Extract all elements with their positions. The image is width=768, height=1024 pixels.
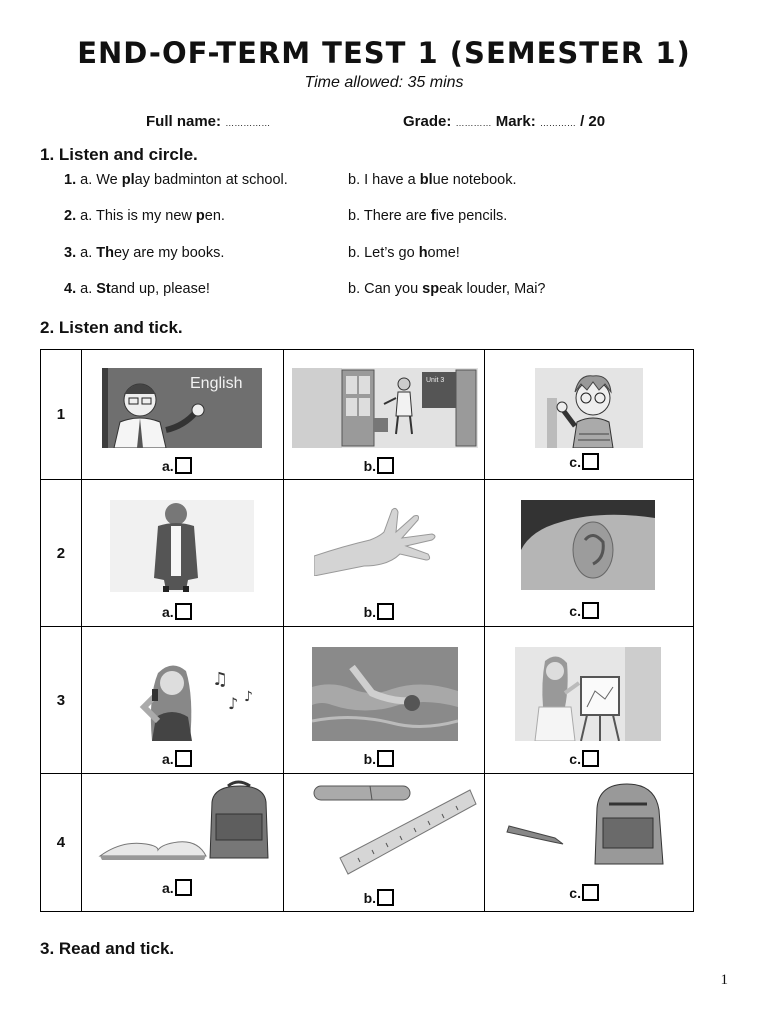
- listen-tick-table: [40, 349, 694, 912]
- full-name-dots: ……………: [225, 118, 271, 128]
- question-4a[interactable]: 4. a. Stand up, please!: [64, 281, 210, 297]
- option-label-c[interactable]: c.: [569, 602, 599, 619]
- table-row: [41, 774, 694, 912]
- checkbox[interactable]: [175, 879, 192, 896]
- swimming-image: [312, 647, 458, 741]
- section-3-title: 3. Read and tick.: [40, 939, 175, 958]
- option-cell: [81, 480, 283, 627]
- classroom-door-image: [292, 368, 478, 448]
- checkbox[interactable]: [175, 457, 192, 474]
- book-and-backpack-image: [98, 780, 276, 864]
- option-cell: [485, 350, 694, 480]
- svg-text:♪: ♪: [243, 689, 253, 705]
- question-3a[interactable]: 3. a. They are my books.: [64, 245, 225, 261]
- hand-image: [314, 506, 438, 576]
- svg-text:♪: ♪: [227, 694, 239, 713]
- option-label-b[interactable]: b.: [364, 750, 394, 767]
- grade-label: Grade:: [403, 113, 452, 130]
- checkbox[interactable]: [582, 453, 599, 470]
- mark-total: / 20: [580, 113, 606, 130]
- option-cell: [81, 627, 283, 774]
- girl-singing-image: [128, 657, 264, 741]
- checkbox[interactable]: [377, 603, 394, 620]
- teacher-board-image: [102, 368, 262, 448]
- question-1a[interactable]: 1. a. We play badminton at school.: [64, 172, 288, 188]
- page-number: 1: [720, 972, 728, 988]
- option-cell: [485, 627, 694, 774]
- full-name-label: Full name:: [146, 113, 222, 130]
- boy-standing-image: [110, 500, 254, 592]
- svg-text:♫: ♫: [211, 669, 229, 690]
- option-label-a[interactable]: a.: [162, 879, 192, 896]
- grade-dots: …………: [455, 118, 492, 128]
- checkbox[interactable]: [175, 750, 192, 767]
- checkbox[interactable]: [377, 457, 394, 474]
- checkbox[interactable]: [377, 750, 394, 767]
- option-cell: [283, 350, 485, 480]
- board-text: English: [189, 375, 243, 392]
- option-cell: [81, 350, 283, 480]
- checkbox[interactable]: [582, 884, 599, 901]
- checkbox[interactable]: [175, 603, 192, 620]
- row-number: 3: [41, 627, 82, 774]
- section-1-title: 1. Listen and circle.: [40, 145, 198, 164]
- option-label-a[interactable]: a.: [162, 457, 192, 474]
- option-label-c[interactable]: c.: [569, 750, 599, 767]
- mark-dots: …………: [539, 118, 576, 128]
- option-label-c[interactable]: c.: [569, 453, 599, 470]
- question-3b[interactable]: b. Let’s go home!: [348, 245, 460, 261]
- question-2b[interactable]: b. There are five pencils.: [348, 208, 508, 224]
- row-number: 1: [41, 350, 82, 480]
- pen-and-backpack-image: [505, 778, 675, 870]
- option-cell: [81, 774, 283, 912]
- unit-label: Unit 3: [425, 377, 444, 384]
- girl-painting-image: [515, 647, 661, 741]
- table-row: [41, 350, 694, 480]
- question-1b[interactable]: b. I have a blue notebook.: [348, 172, 517, 188]
- option-cell: [283, 627, 485, 774]
- boy-waving-image: [535, 368, 643, 448]
- row-number: 4: [41, 774, 82, 912]
- option-cell: [485, 774, 694, 912]
- option-cell: [485, 480, 694, 627]
- table-row: [41, 480, 694, 627]
- question-4b[interactable]: b. Can you speak louder, Mai?: [348, 281, 546, 297]
- option-cell: [283, 774, 485, 912]
- checkbox[interactable]: [377, 889, 394, 906]
- option-cell: [283, 480, 485, 627]
- option-label-b[interactable]: b.: [364, 457, 394, 474]
- option-label-b[interactable]: b.: [364, 889, 394, 906]
- page-title: END-OF-TERM TEST 1 (SEMESTER 1): [77, 36, 691, 70]
- checkbox[interactable]: [582, 602, 599, 619]
- full-name-field[interactable]: [146, 113, 270, 130]
- pencil-case-and-ruler-image: [310, 778, 480, 878]
- mark-label: Mark:: [495, 113, 536, 130]
- checkbox[interactable]: [582, 750, 599, 767]
- row-number: 2: [41, 480, 82, 627]
- table-row: [41, 627, 694, 774]
- ear-image: [521, 500, 655, 590]
- option-label-b[interactable]: b.: [364, 603, 394, 620]
- grade-field[interactable]: [403, 113, 605, 130]
- option-label-a[interactable]: a.: [162, 603, 192, 620]
- section-2-title: 2. Listen and tick.: [40, 318, 183, 337]
- question-2a[interactable]: 2. a. This is my new pen.: [64, 208, 225, 224]
- option-label-c[interactable]: c.: [569, 884, 599, 901]
- option-label-a[interactable]: a.: [162, 750, 192, 767]
- time-allowed: Time allowed: 35 mins: [304, 74, 464, 91]
